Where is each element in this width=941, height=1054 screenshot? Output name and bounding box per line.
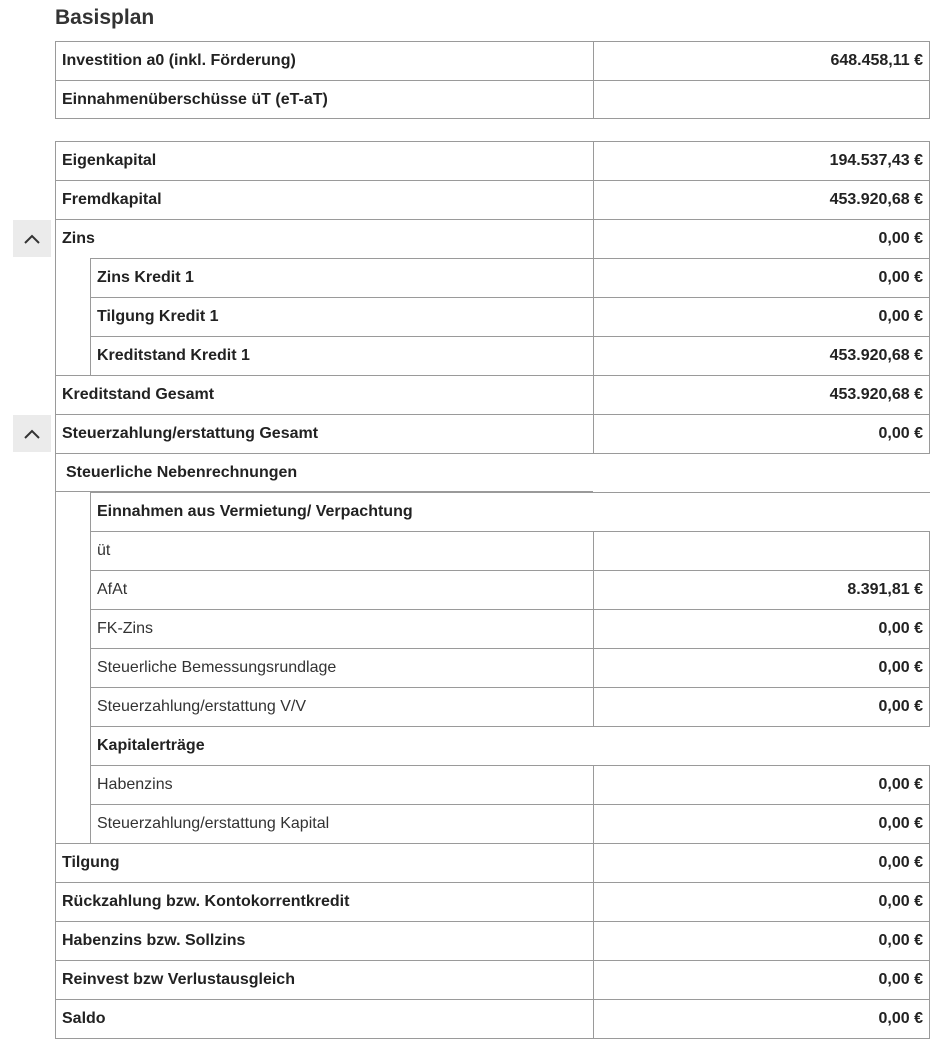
table-row bbox=[0, 258, 941, 297]
row-label: Zins Kredit 1 bbox=[90, 258, 593, 297]
row-label: Investition a0 (inkl. Förderung) bbox=[55, 41, 593, 80]
row-value bbox=[593, 531, 930, 570]
table-row bbox=[0, 765, 941, 804]
table-row bbox=[0, 531, 941, 570]
indent bbox=[55, 609, 90, 648]
row-value: 0,00 € bbox=[593, 258, 930, 297]
row-label: Einnahmen aus Vermietung/ Verpachtung bbox=[90, 492, 593, 531]
row-label: Kreditstand Gesamt bbox=[55, 375, 593, 414]
page-title: Basisplan bbox=[55, 6, 155, 29]
row-label: Kapitalerträge bbox=[90, 726, 593, 765]
row-value: 453.920,68 € bbox=[593, 336, 930, 375]
row-label: Reinvest bzw Verlustausgleich bbox=[55, 960, 593, 999]
table-row bbox=[0, 180, 941, 219]
row-value: 453.920,68 € bbox=[593, 180, 930, 219]
table-row bbox=[0, 80, 941, 119]
table-row bbox=[0, 960, 941, 999]
divider bbox=[55, 1038, 930, 1039]
row-label: Zins bbox=[55, 219, 593, 258]
row-label: Steuerzahlung/erstattung V/V bbox=[90, 687, 593, 726]
row-label: Tilgung bbox=[55, 843, 593, 882]
row-label: Tilgung Kredit 1 bbox=[90, 297, 593, 336]
indent bbox=[55, 258, 90, 297]
table-row bbox=[0, 414, 941, 453]
row-label: Steuerzahlung/erstattung Kapital bbox=[90, 804, 593, 843]
table-row bbox=[0, 570, 941, 609]
indent bbox=[55, 492, 90, 531]
table-row bbox=[0, 921, 941, 960]
indent bbox=[55, 336, 90, 375]
row-value: 0,00 € bbox=[593, 843, 930, 882]
row-value bbox=[593, 80, 930, 119]
row-value: 0,00 € bbox=[593, 804, 930, 843]
row-value: 0,00 € bbox=[593, 765, 930, 804]
row-value: 0,00 € bbox=[593, 960, 930, 999]
indent bbox=[55, 687, 90, 726]
row-label: Kreditstand Kredit 1 bbox=[90, 336, 593, 375]
indent bbox=[55, 804, 90, 843]
row-label: Fremdkapital bbox=[55, 180, 593, 219]
row-value: 648.458,11 € bbox=[593, 41, 930, 80]
row-value: 0,00 € bbox=[593, 921, 930, 960]
row-value: 0,00 € bbox=[593, 648, 930, 687]
row-label: Habenzins bzw. Sollzins bbox=[55, 921, 593, 960]
row-value: 0,00 € bbox=[593, 414, 930, 453]
table-row bbox=[0, 882, 941, 921]
table-row bbox=[0, 336, 941, 375]
row-value: 194.537,43 € bbox=[593, 141, 930, 180]
row-label: Saldo bbox=[55, 999, 593, 1038]
chevron-up-icon bbox=[23, 233, 41, 245]
row-label: üt bbox=[90, 531, 593, 570]
row-label: Steuerzahlung/erstattung Gesamt bbox=[55, 414, 593, 453]
row-label: Habenzins bbox=[90, 765, 593, 804]
table-row bbox=[0, 141, 941, 180]
table-row bbox=[0, 375, 941, 414]
table-row bbox=[0, 219, 941, 258]
row-value: 0,00 € bbox=[593, 882, 930, 921]
table-row bbox=[0, 687, 941, 726]
row-label: Eigenkapital bbox=[55, 141, 593, 180]
table-row bbox=[0, 804, 941, 843]
row-value: 0,00 € bbox=[593, 219, 930, 258]
table-row bbox=[0, 999, 941, 1038]
table-row bbox=[0, 453, 941, 492]
table-row bbox=[0, 41, 941, 80]
indent bbox=[55, 297, 90, 336]
row-value: 453.920,68 € bbox=[593, 375, 930, 414]
row-value bbox=[593, 453, 930, 492]
table-row bbox=[0, 648, 941, 687]
row-label: Rückzahlung bzw. Kontokorrentkredit bbox=[55, 882, 593, 921]
collapse-steuerzahlung-button[interactable] bbox=[13, 415, 51, 452]
row-value: 0,00 € bbox=[593, 609, 930, 648]
indent bbox=[55, 570, 90, 609]
row-value: 0,00 € bbox=[593, 297, 930, 336]
table-row bbox=[0, 843, 941, 882]
row-value: 8.391,81 € bbox=[593, 570, 930, 609]
row-label: FK-Zins bbox=[90, 609, 593, 648]
indent bbox=[55, 726, 90, 765]
row-label: AfAt bbox=[90, 570, 593, 609]
indent bbox=[55, 765, 90, 804]
row-label: Steuerliche Bemessungsrundlage bbox=[90, 648, 593, 687]
indent bbox=[55, 648, 90, 687]
table-row bbox=[0, 726, 941, 765]
row-value: 0,00 € bbox=[593, 999, 930, 1038]
row-value: 0,00 € bbox=[593, 687, 930, 726]
row-value bbox=[593, 492, 930, 531]
collapse-zins-button[interactable] bbox=[13, 220, 51, 257]
divider bbox=[55, 118, 930, 119]
table-row bbox=[0, 609, 941, 648]
row-value bbox=[593, 726, 930, 765]
row-label: Steuerliche Nebenrechnungen bbox=[55, 453, 593, 492]
table-row bbox=[0, 492, 941, 531]
table-row bbox=[0, 297, 941, 336]
chevron-up-icon bbox=[23, 428, 41, 440]
row-label: Einnahmenüberschüsse üT (eT-aT) bbox=[55, 80, 593, 119]
indent bbox=[55, 531, 90, 570]
